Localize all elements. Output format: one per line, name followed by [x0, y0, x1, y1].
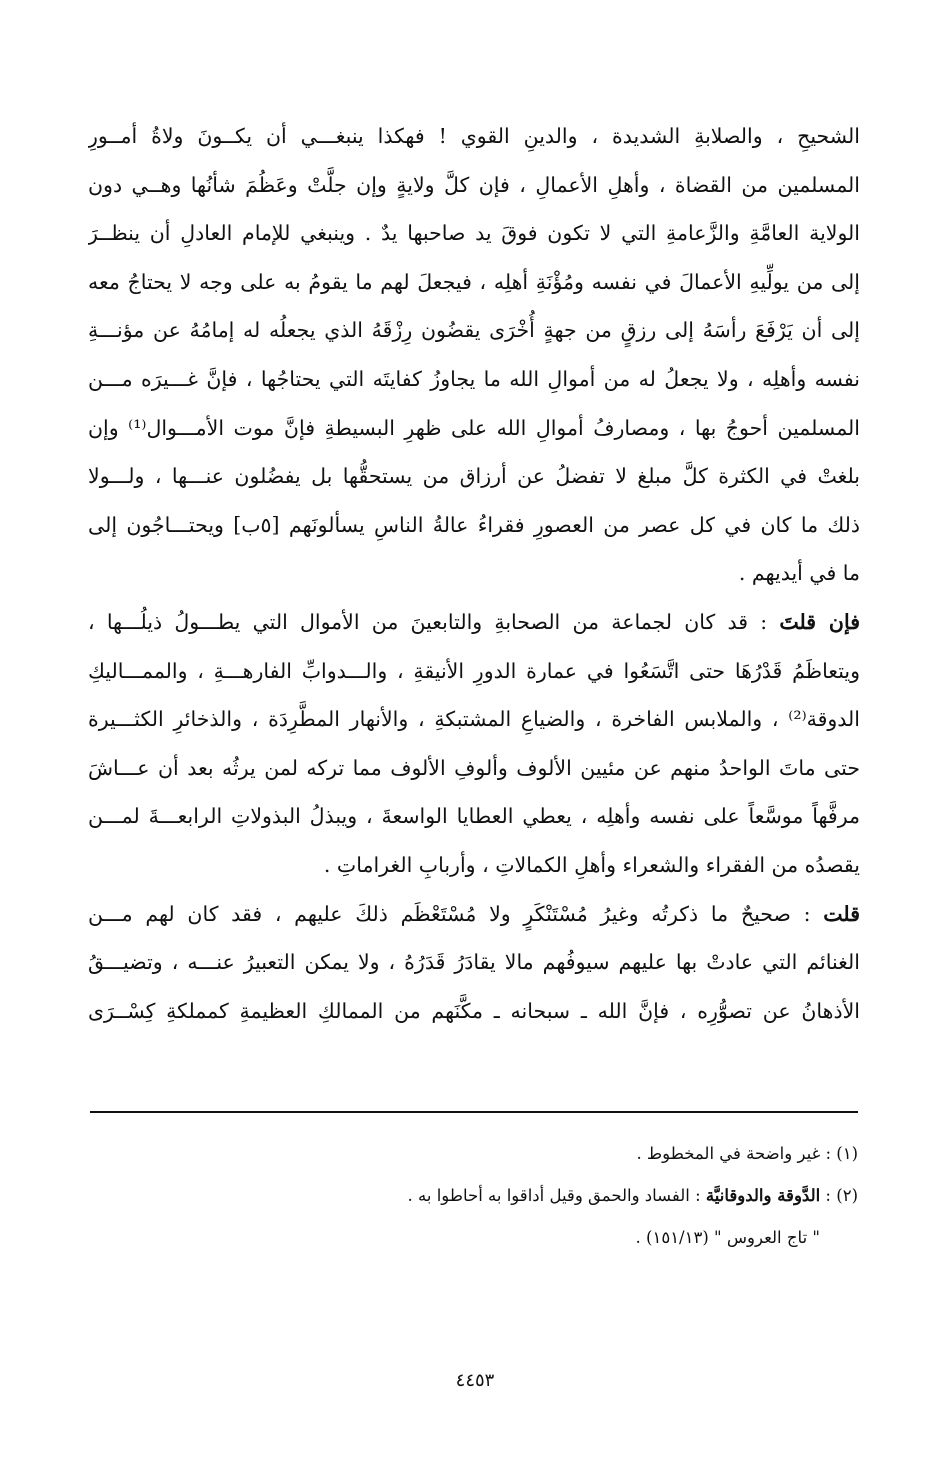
paragraph-2-first-line [88, 598, 860, 647]
text-line: ويتعاظَمُ قَدْرُهَا حتى اتَّسَعُوا في عمارة الدورِ الأنيقةِ ، والـــدوابِّ الفارهـــةِ ، والممـــاليكِ [88, 658, 860, 683]
text-line: حتى ماتَ الواحدُ منهم عن مئيين الألوف وألوفِ الألوف مما تركه لمن يرثُه بعد أن عـــاشَ [88, 755, 860, 780]
footnote-separator [90, 1111, 858, 1113]
page-number: ٤٤٥٣ [455, 1370, 495, 1391]
footnote-2-source: " تاج العروس " (١٥١/١٣) . [635, 1228, 820, 1247]
footnote-2-marker: (٢) : [820, 1186, 858, 1205]
text-line: المسلمين من القضاة ، وأهلِ الأعمالِ ، فإن كلَّ ولايةٍ وإن جلَّتْ وعَظُمَ شأنُها وهــي دون [88, 172, 860, 197]
paragraph-3-first-line [88, 890, 860, 939]
paragraph-lead-answer: قلت [823, 901, 860, 926]
text-line: مرفَّهاً موسَّعاً على نفسه وأهلِه ، يعطي العطايا الواسعةَ ، ويبذلُ البذولاتِ الرابعـــةَ لمـــن [88, 804, 860, 829]
text-line: الولاية العامَّةِ والزَّعامةِ التي لا تكون فوقَ يد صاحبها يدٌ . وينبغي للإمام العادلِ أن ينظــرَ [88, 221, 860, 246]
text-line: إلى من يولِّيهِ الأعمالَ في نفسه ومُؤْنَةِ أهلِه ، فيجعلَ لهم ما يقومُ به على وجه لا يحتاجُ معه [88, 269, 860, 294]
footnote-2 [88, 1175, 858, 1217]
footnote-2-term: الدَّوقة والدوقانيَّة [705, 1186, 821, 1205]
footnote-1: (١) : غير واضحة في المخطوط . [636, 1144, 858, 1163]
text-line: إلى أن يَرْفَعَ رأسَهُ إلى رزقٍ من جهةٍ أُخْرَى يقضُون رِزْقَهُ الذي يجعلُه له إمامُهُ عن مؤنـــةِ [88, 318, 860, 343]
text-line: الشحيحِ ، والصلابةِ الشديدة ، والدينِ القوي ! فهكذا ينبغـــي أن يكــونَ ولاةُ أمــورِ [88, 124, 860, 148]
text-line: ذلك ما كان في كل عصر من العصورِ فقراءُ عالةُ الناسِ يسألونَهم [٥ب] ويحتـــاجُون إلى [88, 512, 860, 537]
text-line: الدوقة⁽²⁾ ، والملابس الفاخرة ، والضياعِ المشتبكةِ ، والأنهار المطَّرِدَة ، والذخائرِ الكثـــيرة [88, 707, 860, 732]
paragraph-lead-question: فإن قلتَ [779, 609, 860, 634]
text-span: : صحيحٌ ما ذكرتُه وغيرُ مُسْتَنْكَرٍ ولا مُسْتَعْظَم ذلكَ عليهم ، فقد كان لهم مـــن [88, 901, 824, 926]
text-line: المسلمين أحوجُ بها ، ومصارفُ أموالِ الله على ظهرِ البسيطةِ فإنَّ موت الأمـــوال⁽¹⁾ وإن [88, 415, 860, 440]
footnotes [88, 1133, 858, 1259]
text-line: الغنائم التي عادتْ بها عليهم سيوفُهم مالا يقادَرُ قَدَرُهُ ، ولا يمكن التعبيرُ عنـــه ، وتضيـــقُ [88, 950, 860, 975]
text-line: بلغتْ في الكثرة كلَّ مبلغ لا تفضلُ عن أرزاق من يستحقُّها بل يفضُلون عنـــها ، ولـــولا [88, 464, 860, 489]
main-text [88, 112, 860, 1035]
text-line: يقصدُه من الفقراء والشعراء وأهلِ الكمالاتِ ، وأربابِ الغراماتِ . [323, 852, 860, 877]
footnote-2-definition: : الفساد والحمق وقيل أداقوا به أحاطوا به . [407, 1186, 706, 1205]
text-line: ما في أيديهم . [738, 561, 860, 586]
text-line: نفسه وأهلِه ، ولا يجعلُ له من أموالِ الله ما يجاوزُ كفايتَه التي يحتاجُها ، فإنَّ غـــيرَه مـــن [88, 366, 860, 391]
text-span: : قد كان لجماعة من الصحابةِ والتابعينَ من الأموال التي يطـــولُ ذيلُـــها ، [88, 609, 780, 634]
text-line: الأذهانُ عن تصوُّرِه ، فإنَّ الله ـ سبحانه ـ مكَّنَهم من الممالكِ العظيمةِ كمملكةِ كِسْــرَى [88, 998, 860, 1023]
